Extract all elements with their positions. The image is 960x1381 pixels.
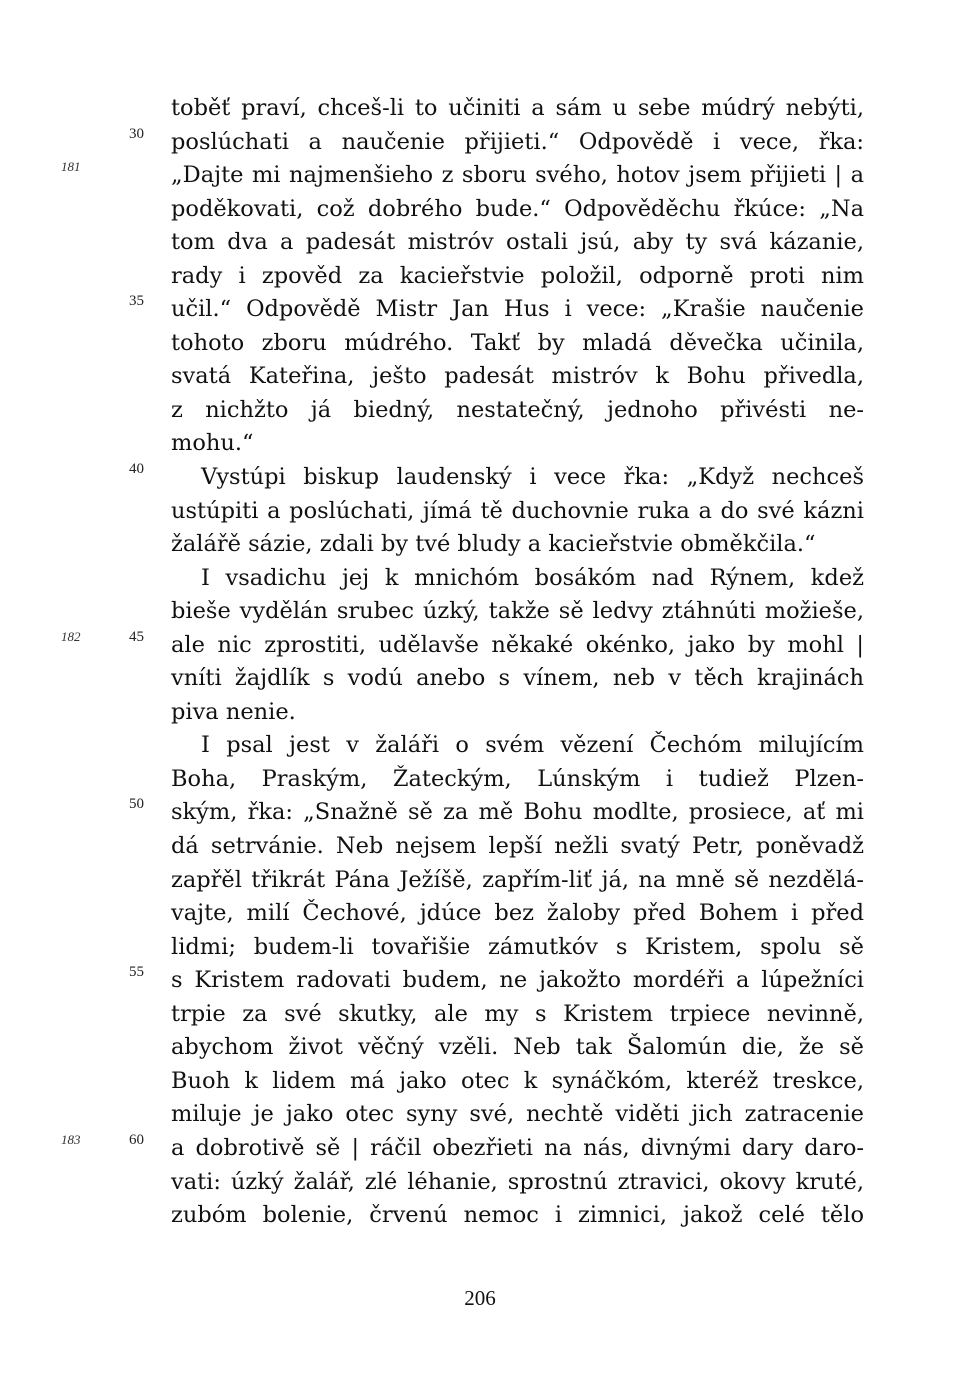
- line-number: 55: [129, 964, 144, 981]
- text-line: [171, 998, 864, 1032]
- text-line: [171, 1031, 864, 1065]
- line-text: miluje je jako otec syny své, nechtě viděti jich zatracenie: [171, 1101, 864, 1128]
- line-text: svatá Kateřina, ješto padesát mistróv k Bohu přivedla,: [171, 363, 864, 390]
- line-text: lidmi; budem-li tovařišie zámutkóv s Kristem, spolu sě: [171, 933, 864, 960]
- text-line: [61, 1131, 864, 1166]
- text-line: [61, 628, 864, 663]
- line-number: 35: [129, 293, 144, 310]
- text-line: [129, 964, 864, 998]
- line-text: vajte, milí Čechové, jdúce bez žaloby před Bohem i před: [171, 900, 864, 927]
- line-text: zubóm bolenie, črvenú nemoc i zimnici, jakož celé tělo: [171, 1202, 864, 1229]
- margin-reference: 181: [61, 159, 81, 175]
- text-line: [171, 92, 864, 126]
- line-text: „Dajte mi najmenšieho z sboru svého, hotov jsem přijieti | a: [171, 162, 864, 189]
- text-line: [171, 495, 864, 529]
- line-text: trpie za své skutky, ale my s Kristem trpiece nevinně,: [171, 1000, 864, 1027]
- text-line: [171, 427, 864, 461]
- line-text: I psal jest v žaláři o svém vězení Čechóm milujícím: [201, 732, 864, 759]
- text-line: [61, 159, 864, 193]
- line-text: mohu.“: [171, 430, 254, 457]
- line-text: žalářě sázie, zdali by tvé bludy a kacieřstvie obměkčila.“: [171, 531, 816, 558]
- text-line: [171, 595, 864, 629]
- line-text: tom dva a padesát mistróv ostali jsú, aby ty svá kázanie,: [171, 229, 864, 256]
- line-text: piva nenie.: [171, 698, 296, 725]
- line-text: abychom život věčný vzěli. Neb tak Šalomún die, že sě: [171, 1034, 864, 1061]
- line-text: a dobrotivě sě | ráčil obezřieti na nás, divnými dary daro-: [171, 1134, 864, 1161]
- line-number: 45: [129, 628, 144, 645]
- text-line: [171, 360, 864, 394]
- line-text: zapřěl třikrát Pána Ježíšě, zapřím-liť já, na mně sě nezdělá-: [171, 866, 864, 893]
- line-number: 60: [129, 1131, 144, 1148]
- text-line: [171, 394, 864, 428]
- text-line: [171, 864, 864, 898]
- text-line: [129, 796, 864, 830]
- line-text: I vsadichu jej k mnichóm bosákóm nad Rýnem, kdež: [201, 564, 864, 591]
- line-text: s Kristem radovati budem, ne jakožto mordéři a lúpežníci: [171, 967, 864, 994]
- text-line: [171, 260, 864, 294]
- body-text: [61, 92, 864, 1233]
- line-text: ustúpiti a poslúchati, jímá tě duchovnie ruka a do své kázni: [171, 497, 864, 524]
- text-line: [129, 461, 864, 495]
- line-text: rady i zpověd za kacieřstvie položil, odporně proti nim: [171, 262, 864, 289]
- text-line: [171, 931, 864, 965]
- line-number: 30: [129, 125, 144, 142]
- text-line: [171, 1065, 864, 1099]
- text-line: [171, 662, 864, 696]
- line-text: tohoto zboru múdrého. Takť by mladá děvečka učinila,: [171, 329, 864, 356]
- line-text: dá setrvánie. Neb nejsem lepší nežli svatý Petr, poněvadž: [171, 833, 864, 860]
- line-text: vníti žajdlík s vodú anebo s vínem, neb v těch krajinách: [171, 665, 864, 692]
- text-line: [171, 562, 864, 596]
- text-line: [171, 830, 864, 864]
- line-text: Vystúpi biskup laudenský i vece řka: „Když nechceš: [201, 464, 864, 491]
- margin-reference: 183: [61, 1131, 81, 1147]
- line-text: vati: úzký žalář, zlé léhanie, sprostnú ztravici, okovy kruté,: [171, 1168, 864, 1195]
- line-text: poděkovati, což dobrého bude.“ Odpověděchu řkúce: „Na: [171, 195, 864, 222]
- text-line: [171, 1166, 864, 1200]
- line-number: 50: [129, 796, 144, 813]
- text-line: [171, 729, 864, 763]
- text-line: [171, 763, 864, 797]
- text-line: [129, 293, 864, 327]
- line-text: Buoh k lidem má jako otec k synáčkóm, kteréž treskce,: [171, 1067, 864, 1094]
- line-text: Boha, Praským, Žateckým, Lúnským i tudiež Plzen-: [171, 765, 864, 792]
- page-number: 206: [464, 1286, 496, 1310]
- line-text: ským, řka: „Snažně sě za mě Bohu modlte, prosiece, ať mi: [171, 799, 864, 826]
- line-text: toběť praví, chceš-li to učiniti a sám u sebe múdrý nebýti,: [171, 95, 864, 121]
- text-line: [171, 528, 864, 562]
- line-text: bieše vydělán srubec úzký, takže sě ledvy ztáhnúti možieše,: [171, 598, 864, 625]
- line-text: učil.“ Odpovědě Mistr Jan Hus i vece: „Krašie naučenie: [171, 296, 864, 323]
- text-line: [171, 897, 864, 931]
- margin-reference: 182: [61, 628, 81, 644]
- text-line: [129, 125, 864, 160]
- text-line: [171, 696, 864, 730]
- text-line: [171, 226, 864, 260]
- line-number: 40: [129, 461, 144, 478]
- text-line: [171, 1098, 864, 1132]
- line-text: z nichžto já biedný, nestatečný, jednoho přivésti ne-: [171, 396, 864, 423]
- text-line: [171, 193, 864, 227]
- text-line: [171, 1199, 864, 1233]
- line-text: ale nic zprostiti, udělavše někaké okénko, jako by mohl |: [171, 631, 864, 658]
- line-text: poslúchati a naučenie přijieti.“ Odpovědě i vece, řka:: [171, 128, 864, 155]
- text-line: [171, 327, 864, 361]
